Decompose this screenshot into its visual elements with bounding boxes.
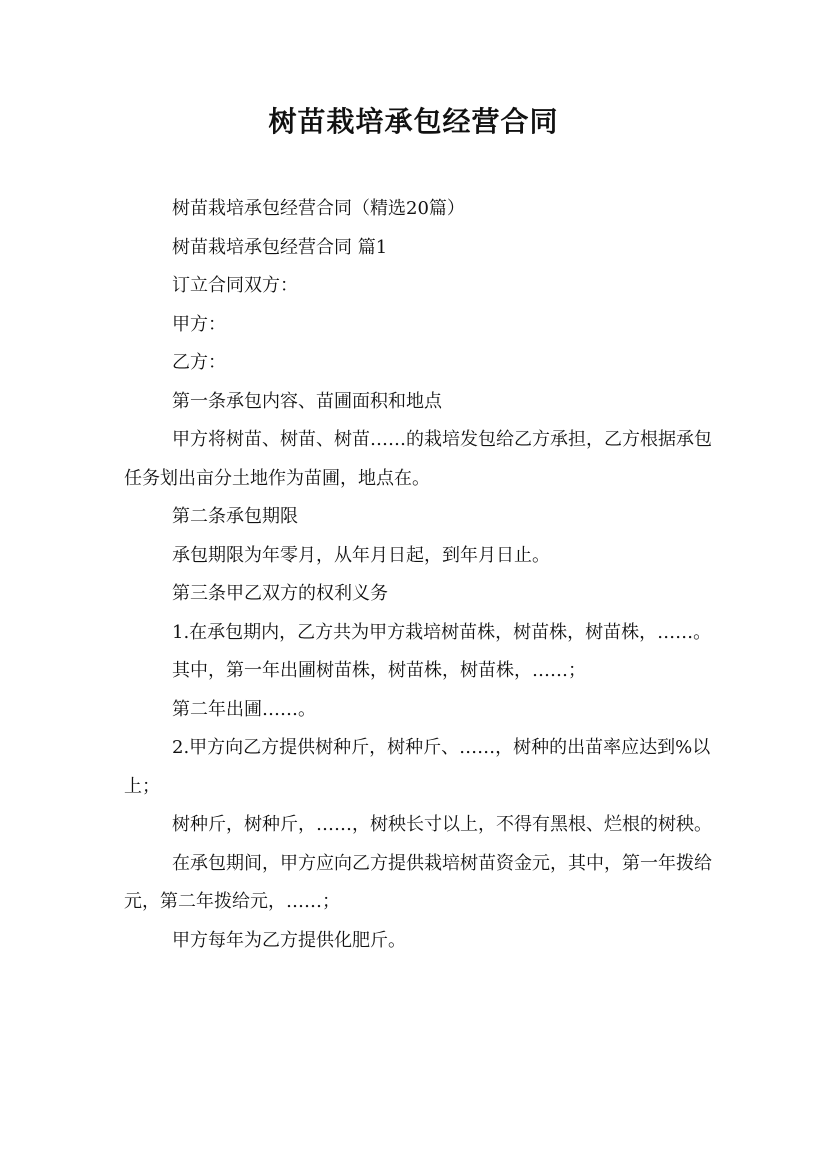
paragraph-party-a: 甲方： bbox=[172, 313, 226, 335]
paragraph-subtitle: 树苗栽培承包经营合同（精选20篇） bbox=[172, 198, 465, 219]
paragraph-article-3-item-1-detail: 其中，第一年出圃树苗株，树苗株，树苗株，……； bbox=[172, 660, 586, 681]
paragraph-article-3-funding: 在承包期间，甲方应向乙方提供栽培树苗资金元，其中，第一年拨给元，第二年拨给元，……； bbox=[124, 852, 712, 912]
paragraph-party-b: 乙方： bbox=[172, 352, 226, 373]
document-body bbox=[124, 190, 712, 960]
paragraph-section-heading: 树苗栽培承包经营合同 篇1 bbox=[172, 236, 388, 258]
paragraph-article-3-fertilizer: 甲方每年为乙方提供化肥斤。 bbox=[172, 929, 406, 951]
paragraph-article-3-heading: 第三条甲乙双方的权利义务 bbox=[172, 583, 388, 604]
paragraph-article-2-content: 承包期限为年零月，从年月日起，到年月日止。 bbox=[172, 544, 550, 566]
paragraph-article-3-item-1-second-year: 第二年出圃……。 bbox=[172, 698, 316, 720]
paragraph-article-3-item-2-seedlings: 树种斤，树种斤，……，树秧长寸以上，不得有黑根、烂根的树秧。 bbox=[172, 814, 712, 835]
paragraph-article-3-item-1: 1.在承包期内，乙方共为甲方栽培树苗株，树苗株，树苗株，……。 bbox=[172, 621, 712, 643]
paragraph-article-1-content: 甲方将树苗、树苗、树苗……的栽培发包给乙方承担，乙方根据承包任务划出亩分土地作为苗圃，地点在。 bbox=[124, 429, 712, 489]
paragraph-article-1-heading: 第一条承包内容、苗圃面积和地点 bbox=[172, 390, 442, 412]
paragraph-article-2-heading: 第二条承包期限 bbox=[172, 506, 298, 527]
paragraph-article-3-item-2: 2.甲方向乙方提供树种斤，树种斤、……，树种的出苗率应达到%以上； bbox=[124, 737, 711, 797]
document-title: 树苗栽培承包经营合同 bbox=[268, 105, 559, 138]
paragraph-parties-intro: 订立合同双方： bbox=[172, 275, 298, 296]
